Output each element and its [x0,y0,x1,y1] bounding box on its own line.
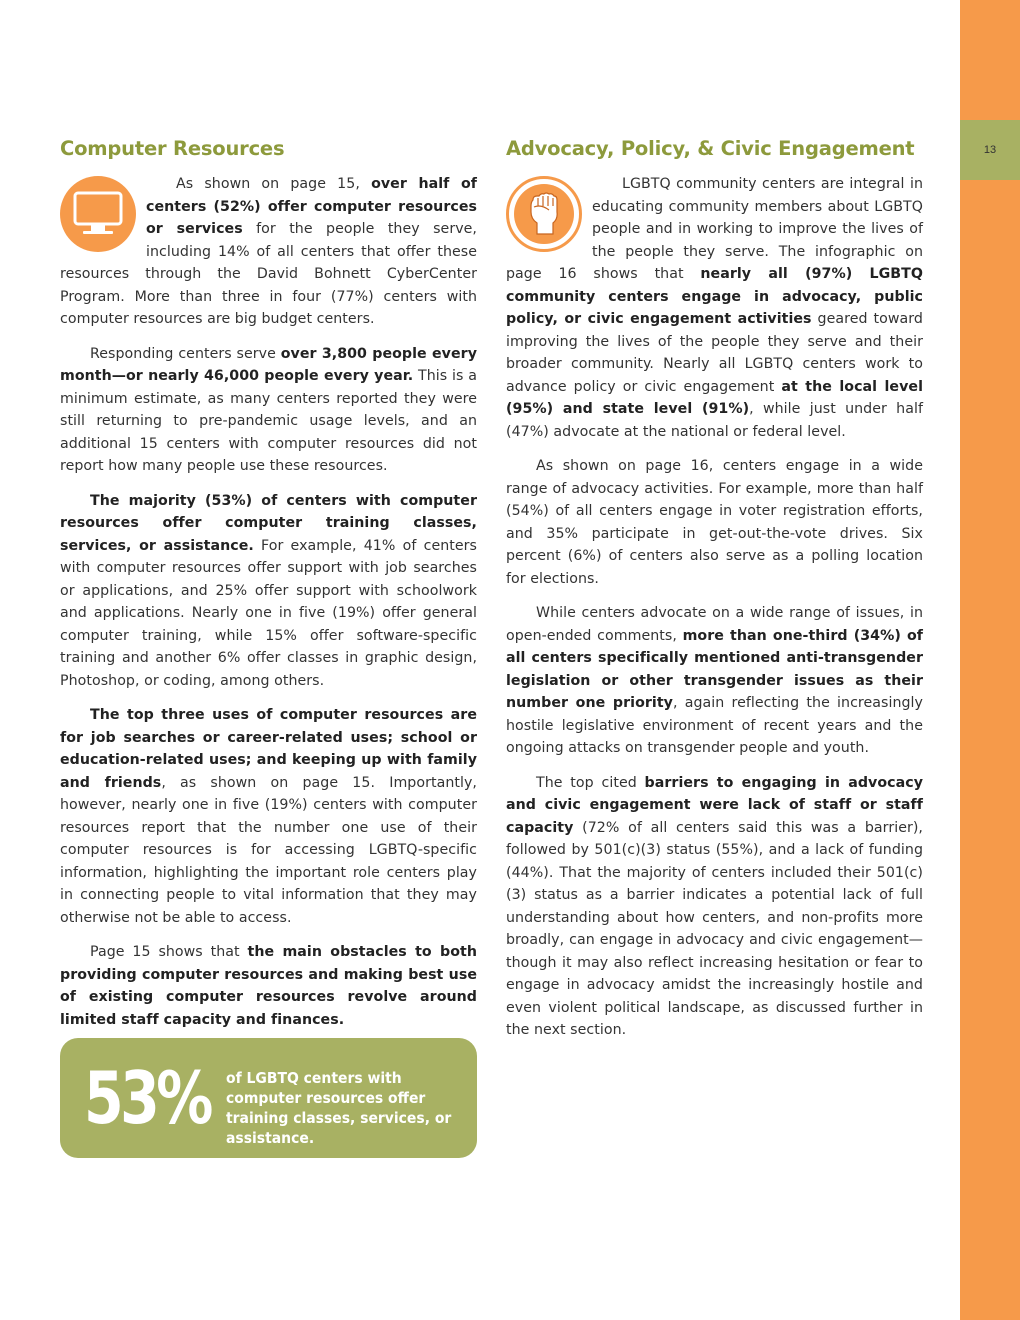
fist-icon-badge [506,176,582,252]
raised-fist-icon [527,192,561,236]
paragraph: Page 15 shows that the main obstacles to both providing computer resources and making best use of existing computer resources revolve around limited staff capacity and finances. [60,944,477,1028]
right-column [506,136,923,1054]
page-number-tab [960,120,1020,180]
stat-callout-box [60,1038,477,1158]
side-color-bar [960,0,1020,1320]
paragraph: LGBTQ community centers are integral in educating community members about LGBTQ people and in working to improve the lives of the people they serve. The infographic on page 16 shows that nearly all (97%) LGBTQ community centers engage in advocacy, public policy, or civic engagement activities geared toward improving the lives of the people they serve and their broader community. Nearly all LGBTQ centers work to advance policy or civic engagement at the local level (95%) and state level (91%), while just under half (47%) advocate at the national or federal level. [506,176,923,440]
paragraph: As shown on page 15, over half of centers (52%) offer computer resources or services for the people they serve, including 14% of all centers that offer these resources through the David Bohnett CyberCenter Program. More than three in four (77%) centers with computer resources are big budget centers. [60,176,477,327]
stat-caption: of LGBTQ centers with computer resources offer training classes, services, or assistance. [226,1069,452,1147]
section-heading-computer-resources: Computer Resources [60,137,285,160]
stat-number: 53% [84,1056,210,1140]
paragraph: The top cited barriers to engaging in advocacy and civic engagement were lack of staff or staff capacity (72% of all centers said this was a barrier), followed by 501(c)(3) status (55%), and a lack of funding (44%). That the majority of centers included their 501(c)(3) status as a barrier indicates a potential lack of full understanding about how centers, and non-profits more broadly, can engage in advocacy and civic engagement—though it may also reflect increasing hesitation or fear to engage in advocacy amidst the increasingly hostile and even violent political landscape, as discussed further in the next section. [506,774,923,1038]
computer-icon-badge [60,176,136,252]
paragraph: While centers advocate on a wide range of issues, in open-ended comments, more than one-third (34%) of all centers specifically mentioned anti-transgender legislation or other transgender issues as their number one priority, again reflecting the increasingly hostile legislative environment of recent years and the ongoing attacks on transgender people and youth. [506,605,923,756]
page-number: 13 [983,144,997,156]
section-heading-advocacy: Advocacy, Policy, & Civic Engagement [506,137,915,160]
left-column [60,136,477,1043]
paragraph: Responding centers serve over 3,800 people every month—or nearly 46,000 people every year. This is a minimum estimate, as many centers reported they were still returning to pre-pandemic usage levels, and an additional 15 centers with computer resources did not report how many people use these resources. [60,345,477,474]
computer-monitor-icon [73,191,123,237]
paragraph: The majority (53%) of centers with computer resources offer computer training classes, services, or assistance. For example, 41% of centers with computer resources offer support with job searches or applications, and 25% offer support with schoolwork and applications. Nearly one in five (19%) offer general computer training, while 15% offer software-specific training and another 6% offer classes in graphic design, Photoshop, or coding, among others. [60,492,477,689]
paragraph: The top three uses of computer resources are for job searches or career-related uses; school or education-related uses; and keeping up with family and friends, as shown on page 15. Importantly, however, nearly one in five (19%) centers with computer resources report that the number one use of their computer resources is for accessing LGBTQ-specific information, highlighting the important role centers play in connecting people to vital information that they may otherwise not be able to access. [60,707,477,926]
paragraph: As shown on page 16, centers engage in a wide range of advocacy activities. For example, more than half (54%) of all centers engage in voter registration efforts, and 35% participate in get-out-the-vote drives. Six percent (6%) of centers also serve as a polling location for elections. [506,458,923,587]
